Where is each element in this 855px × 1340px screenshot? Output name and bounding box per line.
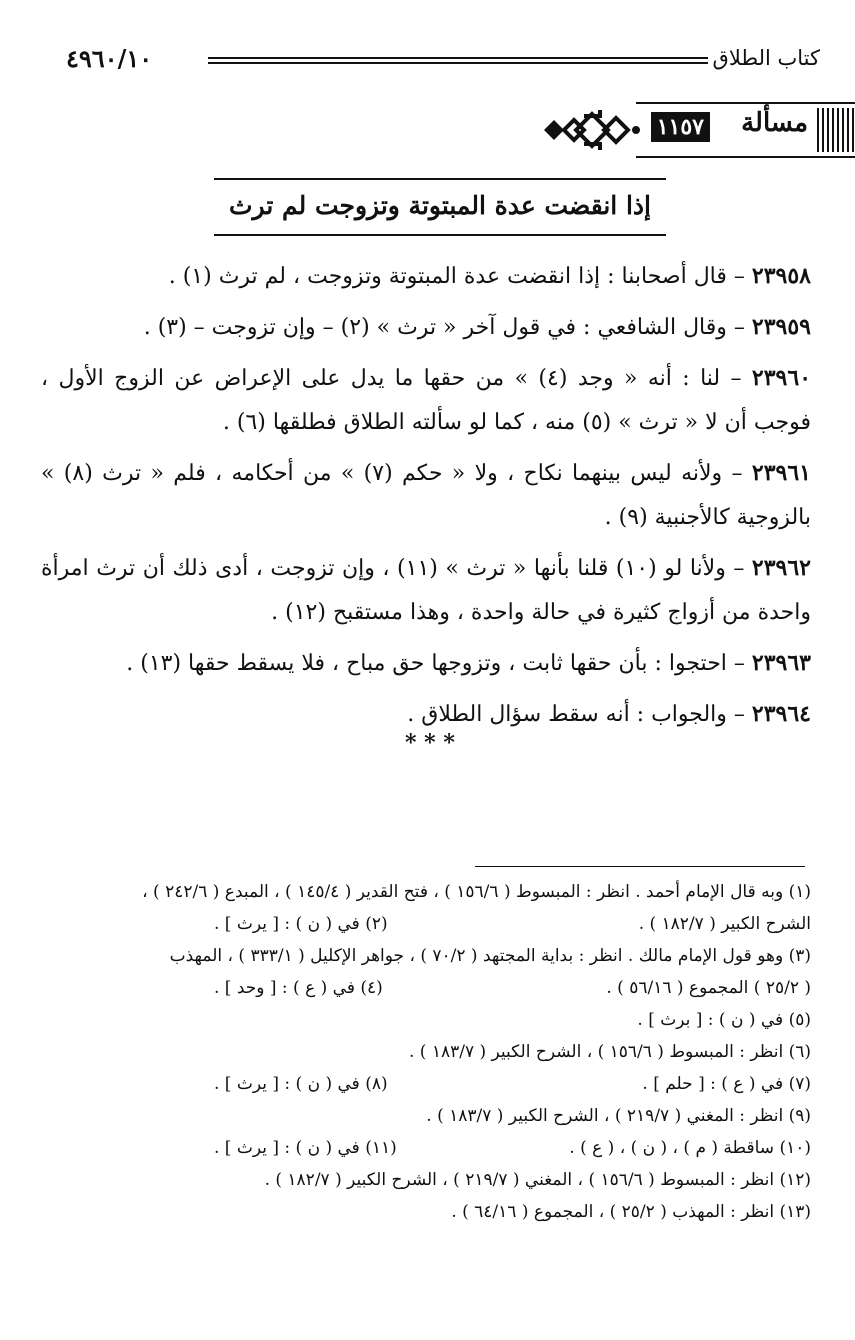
footnote-text: ( ٢٥/٢ ) المجموع ( ٥٦/١٦ ) . [606,978,811,998]
masala-banner [540,100,855,160]
striped-bars-ornament [816,108,854,152]
paragraph-text: – ولأنه ليس بينهما نكاح ، ولا « حكم (٧) » من أحكامه ، فلم « ترث (٨) » بالزوجية كالأجنبية (٩) . [41,461,811,530]
footnote-rule [475,866,805,867]
footnote-line [39,1068,811,1100]
footnote-text: (٢) في ( ن ) : [ يرث ] . [214,914,388,934]
masala-number: ١١٥٧ [651,112,710,142]
section-title-box [214,178,666,236]
running-header [66,44,820,76]
paragraph-text: – قال أصحابنا : إذا انقضت عدة المبتوتة وتزوجت ، لم ترث (١) . [168,264,745,289]
section-separator: * * * [405,730,455,756]
diamond-knot-ornament [540,106,644,154]
footnote-text: (٤) في ( ع ) : [ وحد ] . [214,978,383,998]
footnote-line [39,1164,811,1196]
paragraph-number: ٢٣٩٦٢ [751,555,811,581]
footnote-text: (٦) انظر : المبسوط ( ١٥٦/٦ ) ، الشرح الكبير ( ١٨٣/٧ ) . [408,1042,811,1062]
paragraph-number: ٢٣٩٥٨ [751,263,811,289]
paragraph-text: – ولأنا لو (١٠) قلنا بأنها « ترث » (١١) ، وإن تزوجت ، أدى ذلك أن ترث امرأة واحدة من أزواج كثيرة في حالة واحدة ، وهذا مستقبح (١٢) . [41,556,811,625]
footnote-text: (١١) في ( ن ) : [ يرث ] . [214,1138,397,1158]
footnote-line [39,972,811,1004]
book-title: كتاب الطلاق [712,46,820,70]
paragraph [41,451,811,540]
footnote-line [39,1100,811,1132]
footnote-line [39,1036,811,1068]
paragraph-number: ٢٣٩٦٠ [751,365,812,391]
paragraph-number: ٢٣٩٦١ [751,460,811,486]
footnote-text: (١٣) انظر : المهذب ( ٢٥/٢ ) ، المجموع ( ٦٤/١٦ ) . [451,1202,811,1222]
paragraph [41,254,811,299]
footnote-line [39,940,811,972]
paragraph-number: ٢٣٩٦٣ [751,650,811,676]
footnote-line [39,1196,811,1228]
main-text [41,254,811,743]
paragraph [41,305,811,350]
footnote-text: (١٢) انظر : المبسوط ( ١٥٦/٦ ) ، المغني ( ٢١٩/٧ ) ، الشرح الكبير ( ١٨٢/٧ ) . [264,1170,811,1190]
paragraph-number: ٢٣٩٥٩ [751,314,811,340]
header-double-rule [208,57,708,64]
footnote-text: (١) وبه قال الإمام أحمد . انظر : المبسوط ( ١٥٦/٦ ) ، فتح القدير ( ١٤٥/٤ ) ، المبدع ( ٢٤٢/٦ ) ، [142,882,811,902]
paragraph-text: – وقال الشافعي : في قول آخر « ترث » (٢) – وإن تزوجت – (٣) . [143,315,745,340]
paragraph-text: – لنا : أنه « وجد (٤) » من حقها ما يدل على الإعراض عن الزوج الأول ، فوجب أن لا « ترث » (٥) منه ، كما لو سألته الطلاق فطلقها (٦) . [41,366,811,435]
footnote-line [39,876,811,908]
paragraph [41,641,811,686]
footnotes [39,876,811,1228]
footnote-text: (١٠) ساقطة ( م ) ، ( ن ) ، ( ع ) . [569,1138,811,1158]
footnote-text: (٣) وهو قول الإمام مالك . انظر : بداية المجتهد ( ٧٠/٢ ) ، جواهر الإكليل ( ٣٣٣/١ ) ، المهذب [169,946,811,966]
section-title: إذا انقضت عدة المبتوتة وتزوجت لم ترث [229,191,651,220]
paragraph-text: – احتجوا : بأن حقها ثابت ، وتزوجها حق مباح ، فلا يسقط حقها (١٣) . [126,651,745,676]
footnote-text: (٨) في ( ن ) : [ يرث ] . [214,1074,388,1094]
page-number: ٤٩٦٠/١٠ [66,44,153,73]
paragraph-number: ٢٣٩٦٤ [751,701,811,727]
footnote-line [39,908,811,940]
footnote-text: (٥) في ( ن ) : [ برث ] . [637,1010,811,1030]
footnote-text: الشرح الكبير ( ١٨٢/٧ ) . [638,914,811,934]
footnote-line [39,1004,811,1036]
footnote-text: (٩) انظر : المغني ( ٢١٩/٧ ) ، الشرح الكبير ( ١٨٣/٧ ) . [426,1106,811,1126]
masala-label: مسألة [741,108,808,138]
paragraph-text: – والجواب : أنه سقط سؤال الطلاق . [407,702,745,727]
paragraph [41,356,811,445]
footnote-text: (٧) في ( ع ) : [ حلم ] . [642,1074,811,1094]
footnote-line [39,1132,811,1164]
paragraph [41,546,811,635]
